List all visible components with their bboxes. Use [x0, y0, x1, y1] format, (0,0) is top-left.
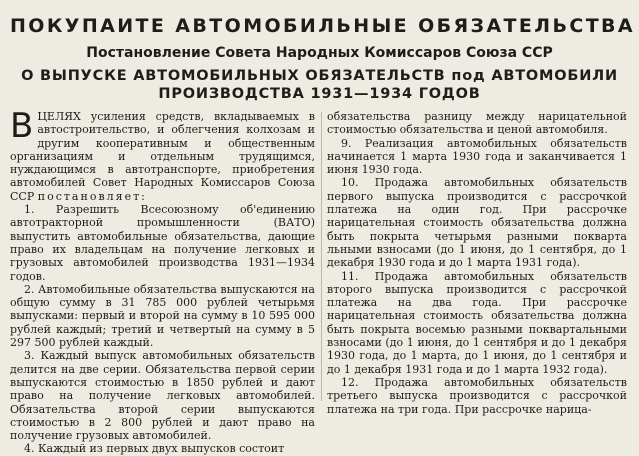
paragraph-11: 11. Продажа автомобильных обязательств второго выпуска производится с рассрочкой платежа на два года. При рассрочке нарицательная стоимость обязательства должна быть покрыта восемью разными поквартальными взносами (до 1 июня, до 1 сентября и до 1 декабря 1930 года, до 1 марта, до 1 июня, до 1 сентября и до 1 декабря 1931 года и до 1 марта 1932 года).	[327, 269, 627, 376]
left-column	[10, 106, 315, 456]
right-column	[327, 110, 627, 416]
headline-line-2: ПРОИЗВОДСТВА 1931—1934 ГОДОВ	[158, 86, 481, 102]
column-divider	[321, 112, 322, 401]
paragraph-8-tail: обязательства разницу между нарицательной стоимостью обязательства и ценой автомобиля.	[327, 110, 627, 137]
article-headline	[0, 67, 639, 103]
paragraph-1: 1. Разрешить Всесоюзному об'единению автотракторной промышленности (ВАТО) выпустить автомобильные обязательства, дающие право их владельцам на получение легковых и грузовых автомобилей производства 1931—1934 годов.	[10, 203, 315, 283]
paragraph-9: 9. Реализация автомобильных обязательств начинается 1 марта 1930 года и заканчивается 1 июня 1930 года.	[327, 136, 627, 177]
intro-resolves: постановляет:	[37, 189, 147, 203]
paragraph-3: 3. Каждый выпуск автомобильных обязательств делится на две серии. Обязательства первой серии выпускаются стоимостью в 1850 рублей и дают право на получение легковых автомобилей. Обязательства второй серии выпускаются стоимостью в 2 800 рублей и дают право на получение грузовых автомобилей.	[10, 349, 315, 443]
drop-cap: В	[10, 106, 34, 146]
paragraph-12: 12. Продажа автомобильных обязательств третьего выпуска производится с рассрочкой платежа на три года. При рассрочке нарица-	[327, 375, 627, 416]
paragraph-2: 2. Автомобильные обязательства выпускаются на общую сумму в 31 785 000 рублей четырьмя выпусками: первый и второй на сумму в 10 595 000 рублей каждый; третий и четвертый на сумму в 5 297 500 рублей каждый.	[10, 282, 315, 350]
intro-paragraph	[10, 106, 315, 203]
paragraph-4: 4. Каждый из первых двух выпусков состоит	[24, 442, 285, 456]
decree-subtitle: Постановление Совета Народных Комиссаров Союза ССР	[86, 45, 553, 61]
banner-headline: ПОКУПАИТЕ АВТОМОБИЛЬНЫЕ ОБЯЗАТЕЛЬСТВА	[10, 15, 636, 37]
intro-text: ЦЕЛЯХ усиления средств, вкладываемых в автостроительство, и облегчения колхозам и другим кооперативным и общественным организациям и отдельным трудящимся, нуждающимся в автотранспорте, приобретения автомобилей Совет Народных Комиссаров Союза ССР	[10, 110, 315, 203]
paragraph-10: 10. Продажа автомобильных обязательств первого выпуска производится с рассрочкой платежа на один год. При рассрочке нарицательная стоимость обязательства должна быть покрыта четырьмя разными покварта льными взносами (до 1 июня, до 1 сентября, до 1 декабря 1930 года и до 1 марта 1931 года).	[327, 176, 627, 270]
headline-line-1: О ВЫПУСКЕ АВТОМОБИЛЬНЫХ ОБЯЗАТЕЛЬСТВ под АВТОМОБИЛИ	[21, 68, 618, 84]
